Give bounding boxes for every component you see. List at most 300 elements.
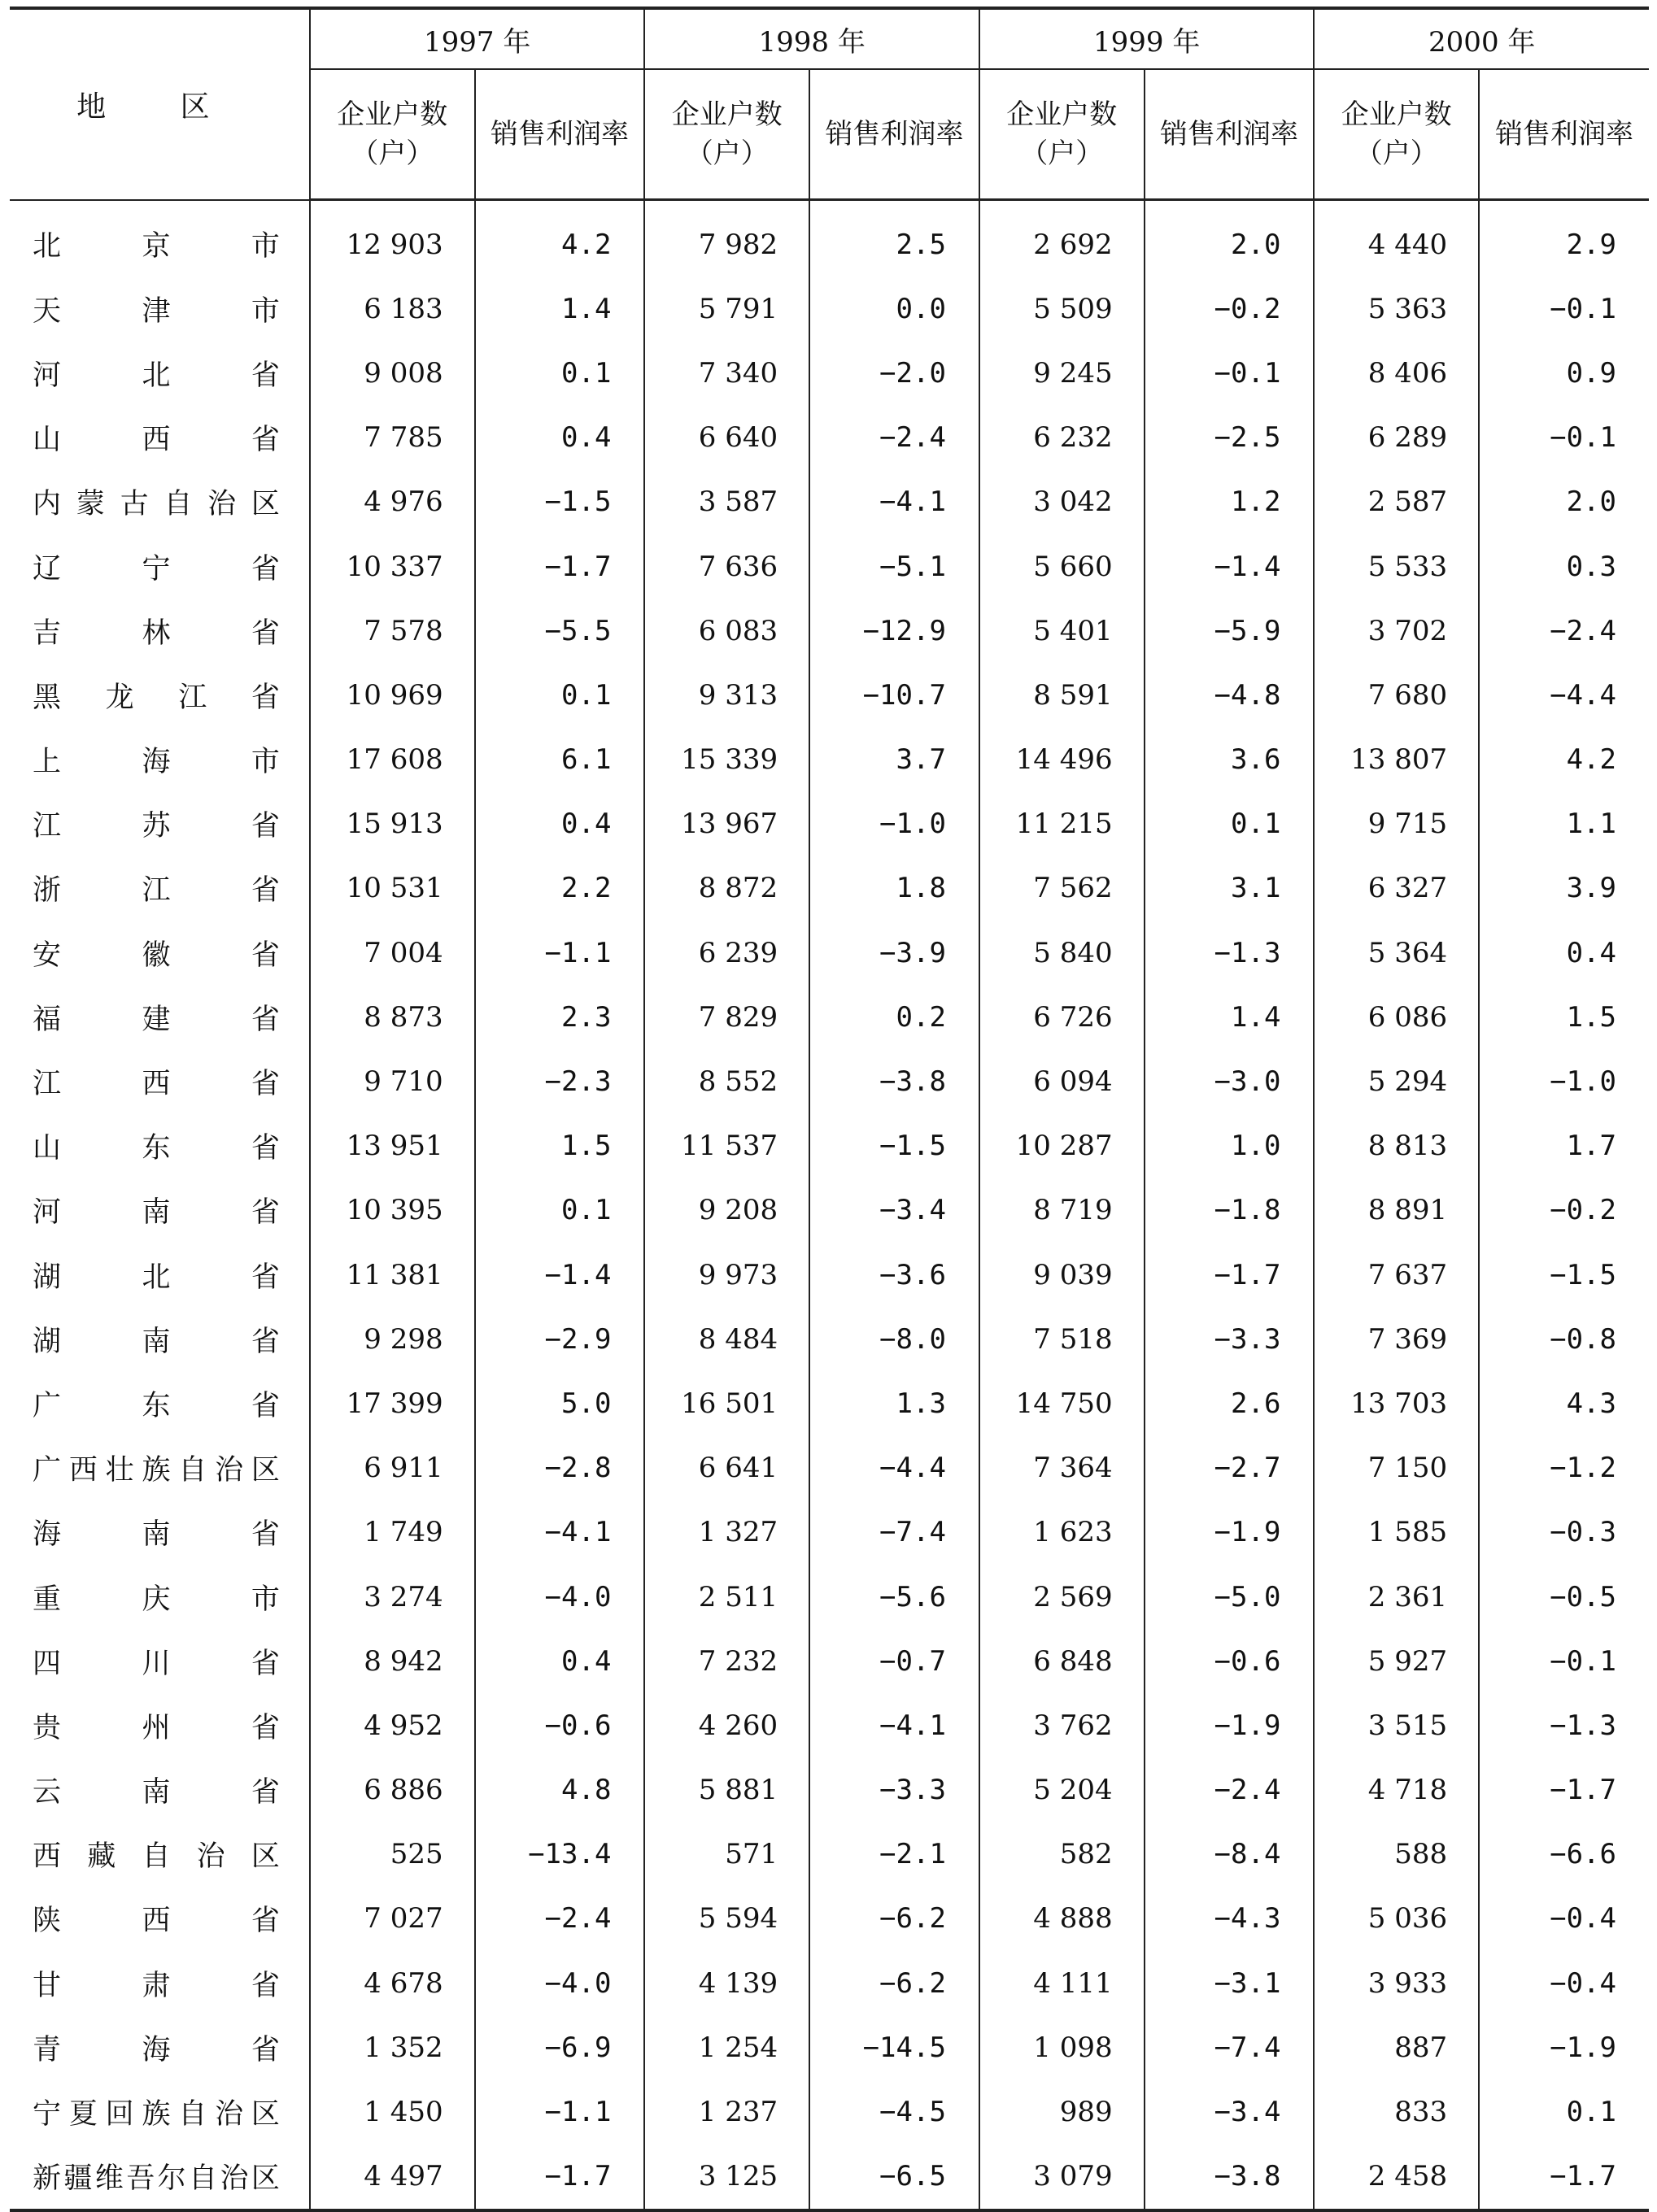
profit-rate-cell: −2.0 — [809, 341, 979, 405]
enterprise-count-cell: 7 680 — [1314, 663, 1479, 727]
profit-rate-cell: 1.5 — [1479, 985, 1649, 1049]
profit-rate-cell: −4.4 — [1479, 663, 1649, 727]
enterprise-count-cell: 1 254 — [644, 2015, 809, 2079]
enterprise-count-cell: 6 640 — [644, 406, 809, 470]
profit-rate-cell: 2.2 — [475, 856, 645, 921]
region-name: 陕 西 省 — [33, 1905, 280, 1938]
table-row — [10, 1371, 1649, 1435]
enterprise-count-cell: 17 399 — [310, 1371, 475, 1435]
table-row — [10, 1629, 1649, 1693]
profit-rate-cell: −1.0 — [809, 792, 979, 856]
enterprise-count-cell: 14 496 — [979, 728, 1145, 792]
region-cell — [10, 2015, 310, 2079]
count-unit-label: （户） — [1354, 137, 1438, 170]
enterprise-count-header — [310, 69, 475, 200]
region-name: 天 津 市 — [33, 294, 280, 328]
region-name: 海 南 省 — [33, 1518, 280, 1552]
profit-rate-cell: −3.9 — [809, 921, 979, 985]
profit-rate-cell: 0.9 — [1479, 341, 1649, 405]
table-row — [10, 1887, 1649, 1951]
table-row — [10, 470, 1649, 534]
profit-rate-cell: 0.0 — [809, 276, 979, 341]
enterprise-count-cell: 525 — [310, 1822, 475, 1887]
profit-rate-cell: 0.4 — [475, 406, 645, 470]
region-name: 青 海 省 — [33, 2033, 280, 2066]
enterprise-count-cell: 3 515 — [1314, 1693, 1479, 1757]
enterprise-count-cell: 4 888 — [979, 1887, 1145, 1951]
profit-rate-cell: −0.2 — [1479, 1178, 1649, 1243]
profit-rate-cell: −1.7 — [1145, 1243, 1315, 1307]
profit-rate-cell: 3.1 — [1145, 856, 1315, 921]
enterprise-count-cell: 6 289 — [1314, 406, 1479, 470]
enterprise-count-cell: 14 750 — [979, 1371, 1145, 1435]
profit-rate-cell: −1.1 — [475, 921, 645, 985]
table-row — [10, 2079, 1649, 2144]
enterprise-count-cell: 7 518 — [979, 1307, 1145, 1371]
table-row — [10, 1500, 1649, 1565]
profit-rate-cell: −1.9 — [1479, 2015, 1649, 2079]
enterprise-count-cell: 10 287 — [979, 1114, 1145, 1178]
enterprise-count-header — [1314, 69, 1479, 200]
region-name: 山 东 省 — [33, 1132, 280, 1165]
region-name: 河 南 省 — [33, 1196, 280, 1230]
profit-rate-cell: 2.5 — [809, 200, 979, 277]
profit-rate-cell: −13.4 — [475, 1822, 645, 1887]
profit-rate-cell: −0.1 — [1479, 406, 1649, 470]
enterprise-count-cell: 5 791 — [644, 276, 809, 341]
enterprise-count-cell: 10 531 — [310, 856, 475, 921]
enterprise-count-cell: 7 982 — [644, 200, 809, 277]
enterprise-count-cell: 7 578 — [310, 599, 475, 663]
region-name: 河 北 省 — [33, 359, 280, 392]
enterprise-count-cell: 4 260 — [644, 1693, 809, 1757]
region-cell — [10, 2079, 310, 2144]
table-row — [10, 1307, 1649, 1371]
profit-rate-cell: −4.1 — [475, 1500, 645, 1565]
enterprise-count-cell: 9 039 — [979, 1243, 1145, 1307]
profit-rate-cell: 4.8 — [475, 1758, 645, 1822]
profit-rate-cell: −1.7 — [475, 534, 645, 599]
profit-rate-cell: −1.5 — [475, 470, 645, 534]
profit-rate-cell: −7.4 — [809, 1500, 979, 1565]
region-cell — [10, 1565, 310, 1629]
profit-rate-cell: −3.1 — [1145, 1951, 1315, 2015]
region-column-header: 地 区 — [10, 8, 310, 200]
profit-rate-cell: 3.6 — [1145, 728, 1315, 792]
profit-rate-cell: −5.5 — [475, 599, 645, 663]
profit-rate-cell: 5.0 — [475, 1371, 645, 1435]
enterprise-count-cell: 6 641 — [644, 1436, 809, 1500]
table-row — [10, 1822, 1649, 1887]
table-row — [10, 276, 1649, 341]
enterprise-count-cell: 8 406 — [1314, 341, 1479, 405]
profit-rate-cell: −4.1 — [809, 470, 979, 534]
enterprise-count-cell: 571 — [644, 1822, 809, 1887]
enterprise-count-cell: 4 111 — [979, 1951, 1145, 2015]
region-cell — [10, 1822, 310, 1887]
enterprise-count-cell: 6 911 — [310, 1436, 475, 1500]
enterprise-count-cell: 10 969 — [310, 663, 475, 727]
region-cell — [10, 406, 310, 470]
enterprise-count-cell: 8 719 — [979, 1178, 1145, 1243]
profit-rate-cell: 1.0 — [1145, 1114, 1315, 1178]
profit-rate-cell: −3.3 — [1145, 1307, 1315, 1371]
region-name: 北 京 市 — [33, 230, 280, 263]
table-row — [10, 792, 1649, 856]
region-name: 新 疆 维 吾 尔 自 治 区 — [33, 2162, 280, 2196]
profit-rate-cell: 0.1 — [1479, 2079, 1649, 2144]
profit-rate-cell: 0.4 — [475, 792, 645, 856]
region-cell — [10, 1178, 310, 1243]
region-name: 江 西 省 — [33, 1068, 280, 1101]
profit-rate-cell: −5.9 — [1145, 599, 1315, 663]
profit-rate-cell: 4.2 — [475, 200, 645, 277]
enterprise-count-cell: 5 401 — [979, 599, 1145, 663]
enterprise-count-cell: 7 232 — [644, 1629, 809, 1693]
enterprise-count-cell: 3 587 — [644, 470, 809, 534]
enterprise-count-cell: 13 967 — [644, 792, 809, 856]
year-header: 2000 年 — [1314, 8, 1649, 69]
enterprise-count-cell: 11 381 — [310, 1243, 475, 1307]
enterprise-count-cell: 4 497 — [310, 2145, 475, 2210]
enterprise-count-cell: 13 703 — [1314, 1371, 1479, 1435]
region-name: 贵 州 省 — [33, 1711, 280, 1744]
enterprise-count-cell: 4 952 — [310, 1693, 475, 1757]
profit-rate-cell: −10.7 — [809, 663, 979, 727]
region-name: 湖 南 省 — [33, 1325, 280, 1358]
enterprise-count-cell: 1 623 — [979, 1500, 1145, 1565]
table-row — [10, 1049, 1649, 1113]
region-cell — [10, 276, 310, 341]
profit-rate-cell: −2.9 — [475, 1307, 645, 1371]
profit-rate-cell: 3.7 — [809, 728, 979, 792]
profit-rate-cell: −5.0 — [1145, 1565, 1315, 1629]
table-row — [10, 1693, 1649, 1757]
enterprise-count-cell: 7 637 — [1314, 1243, 1479, 1307]
region-cell — [10, 1243, 310, 1307]
region-cell — [10, 2145, 310, 2210]
enterprise-count-cell: 1 098 — [979, 2015, 1145, 2079]
profit-rate-cell: −4.4 — [809, 1436, 979, 1500]
table-row — [10, 1951, 1649, 2015]
enterprise-count-cell: 3 042 — [979, 470, 1145, 534]
enterprise-count-cell: 1 749 — [310, 1500, 475, 1565]
table-row — [10, 1243, 1649, 1307]
enterprise-count-cell: 16 501 — [644, 1371, 809, 1435]
profit-rate-header: 销售利润率 — [1145, 69, 1315, 200]
enterprise-count-cell: 2 587 — [1314, 470, 1479, 534]
profit-rate-cell: −4.0 — [475, 1951, 645, 2015]
profit-rate-cell: −2.3 — [475, 1049, 645, 1113]
profit-rate-cell: −8.0 — [809, 1307, 979, 1371]
profit-rate-cell: −6.9 — [475, 2015, 645, 2079]
profit-rate-cell: −0.1 — [1479, 276, 1649, 341]
enterprise-count-cell: 588 — [1314, 1822, 1479, 1887]
enterprise-count-cell: 887 — [1314, 2015, 1479, 2079]
enterprise-count-cell: 6 183 — [310, 276, 475, 341]
region-name: 黑 龙 江 省 — [33, 681, 280, 714]
region-name: 安 徽 省 — [33, 938, 280, 972]
enterprise-count-cell: 4 139 — [644, 1951, 809, 2015]
enterprise-count-cell: 11 215 — [979, 792, 1145, 856]
enterprise-count-cell: 5 927 — [1314, 1629, 1479, 1693]
profit-rate-cell: 2.9 — [1479, 200, 1649, 277]
profit-rate-cell: 1.1 — [1479, 792, 1649, 856]
enterprise-count-cell: 2 569 — [979, 1565, 1145, 1629]
profit-rate-cell: −1.3 — [1145, 921, 1315, 985]
profit-rate-cell: 1.8 — [809, 856, 979, 921]
enterprise-count-cell: 1 237 — [644, 2079, 809, 2144]
profit-rate-cell: −0.7 — [809, 1629, 979, 1693]
enterprise-count-cell: 7 364 — [979, 1436, 1145, 1500]
profit-rate-cell: 2.3 — [475, 985, 645, 1049]
enterprise-count-cell: 4 976 — [310, 470, 475, 534]
profit-rate-cell: 1.7 — [1479, 1114, 1649, 1178]
profit-rate-cell: −2.7 — [1145, 1436, 1315, 1500]
profit-rate-cell: 1.4 — [1145, 985, 1315, 1049]
enterprise-count-cell: 13 807 — [1314, 728, 1479, 792]
statistics-table-container — [10, 7, 1649, 2212]
enterprise-count-cell: 15 339 — [644, 728, 809, 792]
enterprise-count-cell: 8 484 — [644, 1307, 809, 1371]
profit-rate-header: 销售利润率 — [1479, 69, 1649, 200]
region-cell — [10, 1693, 310, 1757]
profit-rate-cell: 6.1 — [475, 728, 645, 792]
table-row — [10, 921, 1649, 985]
enterprise-count-cell: 6 327 — [1314, 856, 1479, 921]
enterprise-count-cell: 4 678 — [310, 1951, 475, 2015]
enterprise-count-cell: 5 364 — [1314, 921, 1479, 985]
region-name: 四 川 省 — [33, 1647, 280, 1680]
profit-rate-cell: 2.6 — [1145, 1371, 1315, 1435]
region-name: 湖 北 省 — [33, 1261, 280, 1294]
profit-rate-cell: −2.4 — [1479, 599, 1649, 663]
profit-rate-cell: −8.4 — [1145, 1822, 1315, 1887]
enterprise-count-cell: 6 239 — [644, 921, 809, 985]
profit-rate-cell: −4.1 — [809, 1693, 979, 1757]
count-label: 企业户数 — [1341, 98, 1452, 131]
table-row — [10, 985, 1649, 1049]
region-name: 西 藏 自 治 区 — [33, 1840, 280, 1874]
table-row — [10, 1436, 1649, 1500]
profit-rate-cell: −1.8 — [1145, 1178, 1315, 1243]
enterprise-count-cell: 2 692 — [979, 200, 1145, 277]
profit-rate-cell: −1.9 — [1145, 1500, 1315, 1565]
profit-rate-cell: 3.9 — [1479, 856, 1649, 921]
enterprise-count-cell: 8 942 — [310, 1629, 475, 1693]
enterprise-count-cell: 7 562 — [979, 856, 1145, 921]
year-header: 1997 年 — [310, 8, 645, 69]
enterprise-count-cell: 833 — [1314, 2079, 1479, 2144]
profit-rate-cell: −0.6 — [475, 1693, 645, 1757]
table-row — [10, 534, 1649, 599]
region-cell — [10, 1500, 310, 1565]
region-cell — [10, 1951, 310, 2015]
table-row — [10, 2015, 1649, 2079]
enterprise-count-cell: 582 — [979, 1822, 1145, 1887]
count-unit-label: （户） — [685, 137, 769, 170]
profit-rate-cell: −3.4 — [1145, 2079, 1315, 2144]
enterprise-count-cell: 5 036 — [1314, 1887, 1479, 1951]
enterprise-count-cell: 8 891 — [1314, 1178, 1479, 1243]
region-name: 浙 江 省 — [33, 874, 280, 908]
profit-rate-cell: −1.4 — [1145, 534, 1315, 599]
profit-rate-cell: −0.4 — [1479, 1951, 1649, 2015]
region-cell — [10, 599, 310, 663]
enterprise-count-cell: 8 873 — [310, 985, 475, 1049]
region-name: 江 苏 省 — [33, 810, 280, 843]
table-row — [10, 856, 1649, 921]
profit-rate-cell: 0.4 — [475, 1629, 645, 1693]
enterprise-count-cell: 4 718 — [1314, 1758, 1479, 1822]
enterprise-count-cell: 5 204 — [979, 1758, 1145, 1822]
profit-rate-cell: −5.6 — [809, 1565, 979, 1629]
profit-rate-cell: 2.0 — [1479, 470, 1649, 534]
enterprise-count-cell: 6 232 — [979, 406, 1145, 470]
enterprise-count-cell: 5 363 — [1314, 276, 1479, 341]
region-cell — [10, 1758, 310, 1822]
enterprise-count-cell: 8 591 — [979, 663, 1145, 727]
region-name: 广 东 省 — [33, 1389, 280, 1422]
profit-rate-cell: −2.4 — [809, 406, 979, 470]
profit-rate-cell: 0.1 — [475, 663, 645, 727]
enterprise-count-cell: 7 636 — [644, 534, 809, 599]
enterprise-count-cell: 9 313 — [644, 663, 809, 727]
profit-rate-cell: −0.1 — [1145, 341, 1315, 405]
enterprise-count-cell: 6 094 — [979, 1049, 1145, 1113]
enterprise-count-cell: 10 395 — [310, 1178, 475, 1243]
profit-rate-header: 销售利润率 — [809, 69, 979, 200]
profit-rate-cell: −3.0 — [1145, 1049, 1315, 1113]
enterprise-count-cell: 8 552 — [644, 1049, 809, 1113]
table-row — [10, 2145, 1649, 2210]
region-cell — [10, 200, 310, 277]
region-cell — [10, 921, 310, 985]
profit-rate-cell: −0.5 — [1479, 1565, 1649, 1629]
profit-rate-cell: 0.1 — [1145, 792, 1315, 856]
enterprise-count-cell: 9 298 — [310, 1307, 475, 1371]
enterprise-count-cell: 3 125 — [644, 2145, 809, 2210]
enterprise-count-cell: 5 660 — [979, 534, 1145, 599]
profit-rate-cell: −4.8 — [1145, 663, 1315, 727]
enterprise-count-cell: 1 352 — [310, 2015, 475, 2079]
enterprise-count-cell: 9 710 — [310, 1049, 475, 1113]
table-row — [10, 406, 1649, 470]
region-name: 宁 夏 回 族 自 治 区 — [33, 2098, 280, 2131]
profit-rate-cell: 0.3 — [1479, 534, 1649, 599]
profit-rate-cell: −6.6 — [1479, 1822, 1649, 1887]
enterprise-count-cell: 2 511 — [644, 1565, 809, 1629]
profit-rate-cell: −4.5 — [809, 2079, 979, 2144]
profit-rate-cell: −0.8 — [1479, 1307, 1649, 1371]
region-cell — [10, 1049, 310, 1113]
profit-rate-cell: −0.2 — [1145, 276, 1315, 341]
year-header: 1998 年 — [644, 8, 979, 69]
region-cell — [10, 1114, 310, 1178]
enterprise-count-cell: 6 848 — [979, 1629, 1145, 1693]
profit-rate-cell: −2.5 — [1145, 406, 1315, 470]
count-label: 企业户数 — [1006, 98, 1118, 131]
profit-rate-cell: −12.9 — [809, 599, 979, 663]
profit-rate-cell: 1.5 — [475, 1114, 645, 1178]
profit-rate-cell: −2.8 — [475, 1436, 645, 1500]
enterprise-count-cell: 9 245 — [979, 341, 1145, 405]
enterprise-count-cell: 3 079 — [979, 2145, 1145, 2210]
count-label: 企业户数 — [337, 98, 448, 131]
enterprise-count-cell: 6 726 — [979, 985, 1145, 1049]
profit-rate-cell: −2.4 — [475, 1887, 645, 1951]
region-name: 重 庆 市 — [33, 1583, 280, 1616]
table-row — [10, 200, 1649, 277]
profit-rate-cell: 1.2 — [1145, 470, 1315, 534]
profit-rate-cell: 4.2 — [1479, 728, 1649, 792]
enterprise-count-cell: 3 933 — [1314, 1951, 1479, 2015]
profit-rate-cell: −0.1 — [1479, 1629, 1649, 1693]
region-name: 广 西 壮 族 自 治 区 — [33, 1454, 280, 1487]
enterprise-count-cell: 7 340 — [644, 341, 809, 405]
table-row — [10, 1178, 1649, 1243]
region-cell — [10, 1629, 310, 1693]
profit-rate-cell: −3.6 — [809, 1243, 979, 1307]
profit-rate-cell: −0.3 — [1479, 1500, 1649, 1565]
region-cell — [10, 534, 310, 599]
profit-rate-cell: −1.2 — [1479, 1436, 1649, 1500]
enterprise-count-header — [979, 69, 1145, 200]
enterprise-count-cell: 13 951 — [310, 1114, 475, 1178]
enterprise-count-header — [644, 69, 809, 200]
profit-rate-cell: −3.4 — [809, 1178, 979, 1243]
region-cell — [10, 1887, 310, 1951]
enterprise-count-cell: 7 150 — [1314, 1436, 1479, 1500]
enterprise-count-cell: 17 608 — [310, 728, 475, 792]
count-label: 企业户数 — [671, 98, 783, 131]
enterprise-count-cell: 3 702 — [1314, 599, 1479, 663]
enterprise-count-cell: 8 813 — [1314, 1114, 1479, 1178]
region-cell — [10, 663, 310, 727]
year-header-row — [10, 8, 1649, 69]
enterprise-count-cell: 15 913 — [310, 792, 475, 856]
region-cell — [10, 792, 310, 856]
enterprise-count-cell: 9 008 — [310, 341, 475, 405]
profit-rate-cell: −2.1 — [809, 1822, 979, 1887]
enterprise-count-cell: 5 594 — [644, 1887, 809, 1951]
region-name: 福 建 省 — [33, 1003, 280, 1036]
enterprise-count-cell: 8 872 — [644, 856, 809, 921]
profit-rate-cell: −2.4 — [1145, 1758, 1315, 1822]
profit-rate-cell: 0.2 — [809, 985, 979, 1049]
region-name: 吉 林 省 — [33, 616, 280, 650]
table-row — [10, 341, 1649, 405]
enterprise-count-cell: 3 274 — [310, 1565, 475, 1629]
count-unit-label: （户） — [1020, 137, 1104, 170]
table-row — [10, 663, 1649, 727]
enterprise-count-cell: 989 — [979, 2079, 1145, 2144]
enterprise-count-cell: 6 886 — [310, 1758, 475, 1822]
region-name: 上 海 市 — [33, 746, 280, 779]
region-cell — [10, 728, 310, 792]
enterprise-count-cell: 3 762 — [979, 1693, 1145, 1757]
enterprise-count-cell: 4 440 — [1314, 200, 1479, 277]
profit-rate-cell: −1.0 — [1479, 1049, 1649, 1113]
enterprise-count-cell: 2 361 — [1314, 1565, 1479, 1629]
profit-rate-cell: 1.4 — [475, 276, 645, 341]
count-unit-label: （户） — [351, 137, 434, 170]
profit-rate-cell: −5.1 — [809, 534, 979, 599]
profit-rate-cell: −1.5 — [809, 1114, 979, 1178]
enterprise-profit-table — [10, 7, 1649, 2212]
region-cell — [10, 470, 310, 534]
region-name: 甘 肃 省 — [33, 1969, 280, 2002]
